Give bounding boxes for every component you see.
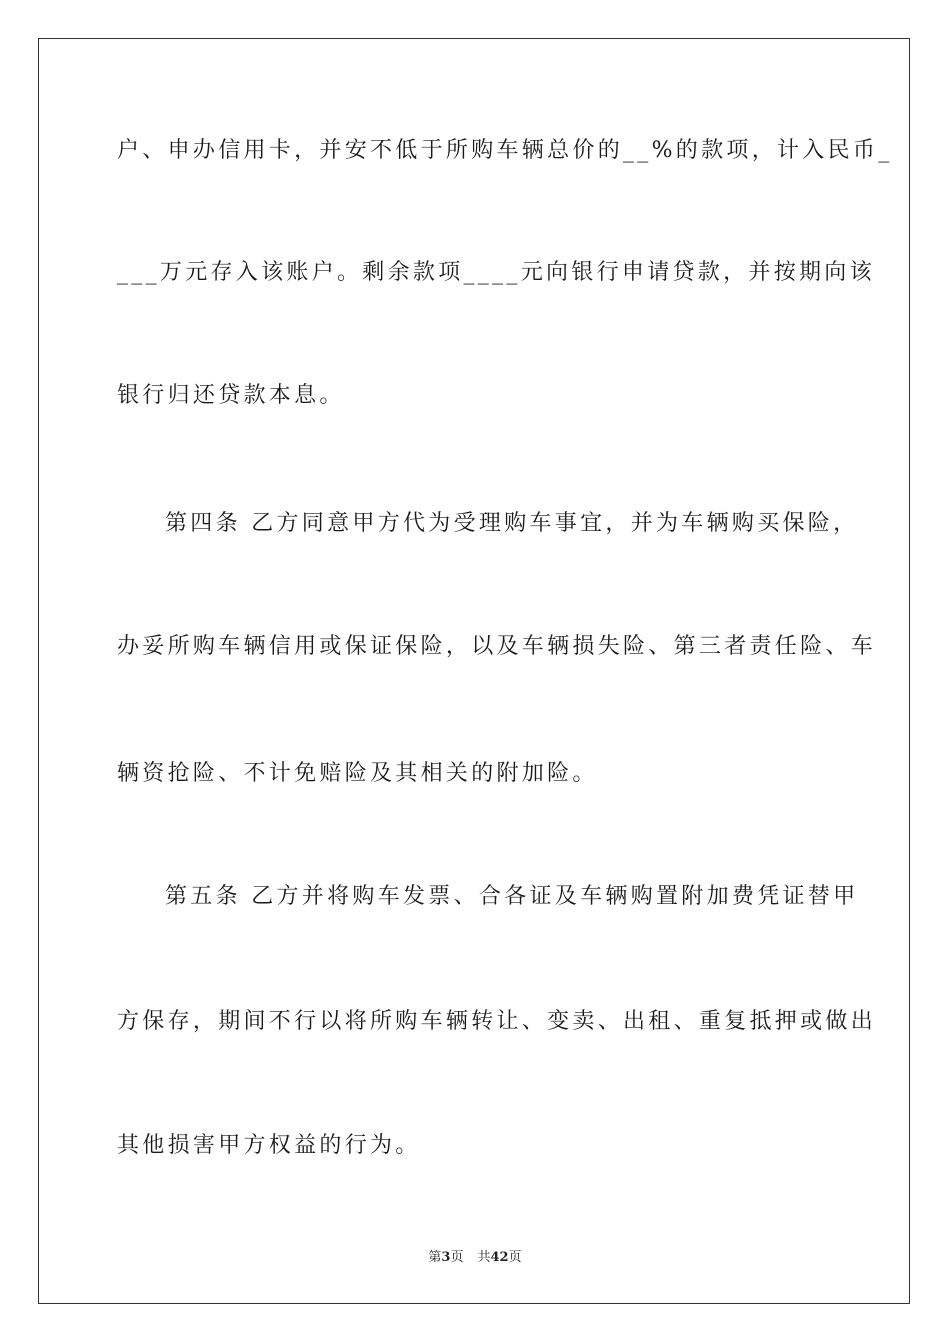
page-border bbox=[38, 38, 910, 1304]
page-footer bbox=[0, 1250, 950, 1266]
page-prefix: 第 bbox=[428, 1250, 442, 1265]
body-text-line-8: 方保存，期间不行以将所购车辆转让、变卖、出租、重复抵押或做出 bbox=[117, 1009, 877, 1034]
total-pages: 42 bbox=[490, 1250, 509, 1265]
article-4-heading-line: 第四条 乙方同意甲方代为受理购车事宜，并为车辆购买保险， bbox=[165, 511, 859, 536]
body-text-line-6: 辆资抢险、不计免赔险及其相关的附加险。 bbox=[117, 761, 598, 786]
body-text-line-1: 户、申办信用卡，并安不低于所购车辆总价的__%的款项，计入民币_ bbox=[117, 138, 893, 163]
body-text-line-2: ___万元存入该账户。剩余款项____元向银行申请贷款，并按期向该 bbox=[117, 260, 875, 285]
page-suffix: 页 bbox=[450, 1250, 464, 1265]
body-text-line-5: 办妥所购车辆信用或保证保险，以及车辆损失险、第三者责任险、车 bbox=[117, 634, 877, 659]
total-suffix: 页 bbox=[508, 1250, 522, 1265]
body-text-line-3: 银行归还贷款本息。 bbox=[117, 383, 345, 408]
total-prefix: 共 bbox=[477, 1250, 491, 1265]
article-5-heading-line: 第五条 乙方并将购车发票、合各证及车辆购置附加费凭证替甲 bbox=[165, 884, 859, 909]
body-text-line-9: 其他损害甲方权益的行为。 bbox=[117, 1133, 421, 1158]
page-number: 3 bbox=[441, 1250, 451, 1265]
